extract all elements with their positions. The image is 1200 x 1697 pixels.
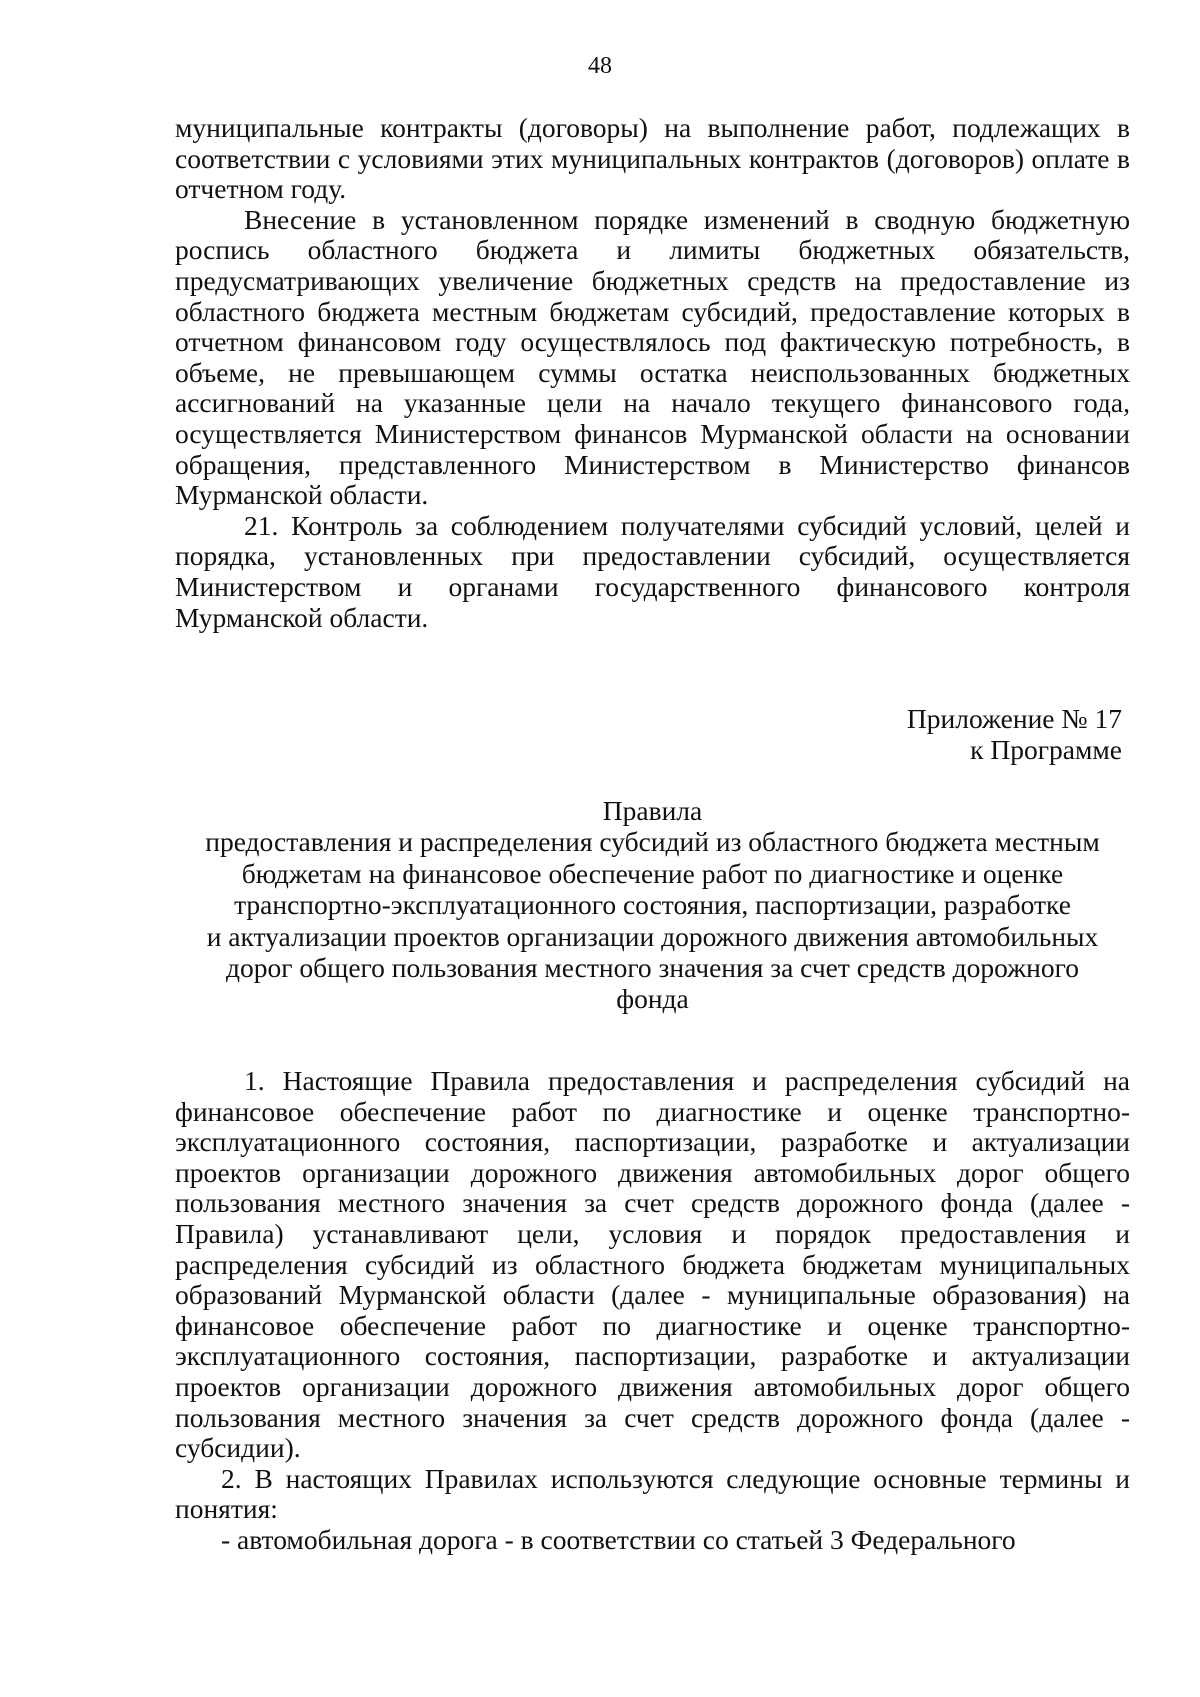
body-text-top [175, 113, 1130, 633]
rules-subtitle-line: и актуализации проектов организации дорожного движения автомобильных [206, 920, 1099, 952]
rules-subtitle-line: предоставления и распределения субсидий из областного бюджета местным [205, 826, 1100, 858]
rules-subtitle-line: бюджетам на финансовое обеспечение работ по диагностике и оценке [241, 857, 1064, 889]
rules-title-block [175, 795, 1130, 1015]
paragraph-item-2-terms: 2. В настоящих Правилах используются следующие основные термины и понятия: [175, 1462, 1130, 1525]
paragraph-item-21-control: 21. Контроль за соблюдением получателями субсидий условий, целей и порядка, установленных при предоставлении субсидий, осуществляется Министерством и органами государственного финансового контроля Мурманской области. [175, 509, 1130, 633]
rules-subtitle-line: фонда [616, 983, 689, 1015]
rules-title: Правила [602, 795, 703, 826]
appendix-number: Приложение № 17 [906, 703, 1122, 734]
appendix-reference: к Программе [970, 734, 1122, 765]
appendix-heading [907, 703, 1122, 765]
body-text-bottom [175, 1066, 1130, 1556]
rules-subtitle-line: дорог общего пользования местного значения за счет средств дорожного [226, 952, 1079, 984]
paragraph-item-1-rules: 1. Настоящие Правила предоставления и распределения субсидий на финансовое обеспечение работ по диагностике и оценке транспортно-эксплуатационного состояния, паспортизации, разработке и актуализации проектов организации дорожного движения автомобильных дорог общего пользования местного значения за счет средств дорожного фонда (далее - Правила) устанавливают цели, условия и порядок предоставления и распределения субсидий из областного бюджета бюджетам муниципальных образований Мурманской области (далее - муниципальные образования) на финансовое обеспечение работ по диагностике и оценке транспортно-эксплуатационного состояния, паспортизации, разработке и актуализации проектов организации дорожного движения автомобильных дорог общего пользования местного значения за счет средств дорожного фонда (далее - субсидии). [175, 1065, 1130, 1464]
paragraph-contracts-continuation: муниципальные контракты (договоры) на выполнение работ, подлежащих в соответствии с условиями этих муниципальных контрактов (договоров) оплате в отчетном году. [175, 112, 1130, 205]
paragraph-budget-changes: Внесение в установленном порядке изменений в сводную бюджетную роспись областного бюджета и лимиты бюджетных обязательств, предусматривающих увеличение бюджетных средств на предоставление из областного бюджета местным бюджетам субсидий, предоставление которых в отчетном финансовом году осуществлялось под фактическую потребность, в объеме, не превышающем суммы остатка неиспользованных бюджетных ассигнований на указанные цели на начало текущего финансового года, осуществляется Министерством финансов Мурманской области на основании обращения, представленного Министерством в Министерство финансов Мурманской области. [175, 203, 1130, 511]
paragraph-term-road: - автомобильная дорога - в соответствии со статьей 3 Федерального [221, 1523, 1016, 1555]
page-number: 48 [588, 53, 612, 79]
rules-subtitle-line: транспортно-эксплуатационного состояния, паспортизации, разработке [234, 889, 1071, 921]
